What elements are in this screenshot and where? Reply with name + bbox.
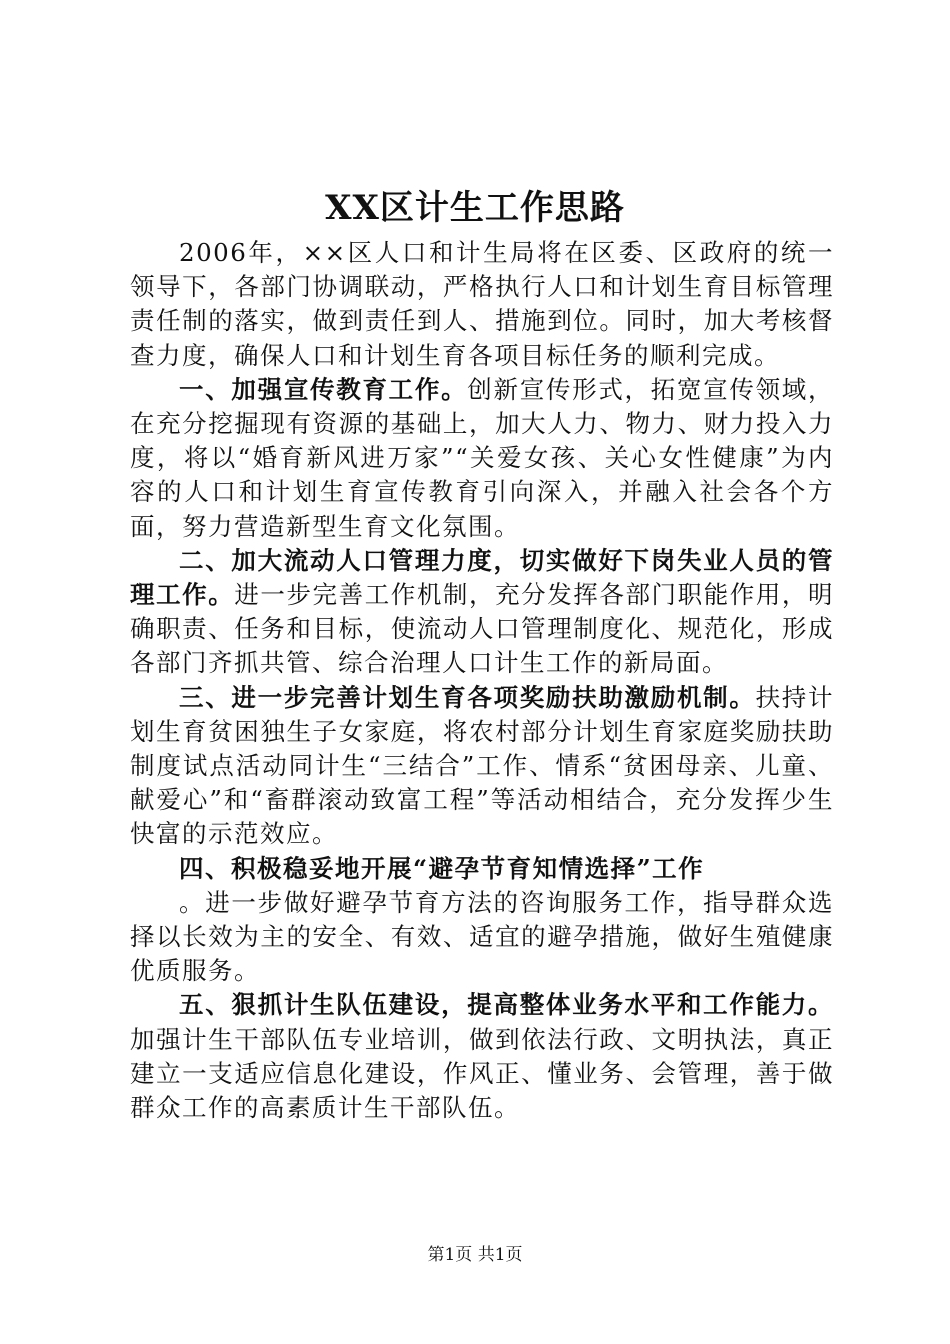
- paragraph-text: 扶持计划生育贫困独生子女家庭，将农村部分计划生育家庭奖励扶助制度试点活动同计生“三结合”工作、情系“贫困母亲、儿童、献爱心”和“畜群滚动致富工程”等活动相结合，充分发挥少生快富的示范效应。: [130, 682, 835, 849]
- section-heading: 五、狠抓计生队伍建设，提高整体业务水平和工作能力。: [179, 990, 834, 1020]
- document-body: [130, 236, 834, 1125]
- paragraph-text: 加强计生干部队伍专业培训，做到依法行政、文明执法，真正建立一支适应信息化建设，作风正、懂业务、会管理，善于做群众工作的高素质计生干部队伍。: [130, 1024, 834, 1123]
- paragraph-text: 创新宣传形式，拓宽宣传领域，在充分挖掘现有资源的基础上，加大人力、物力、财力投入力度，将以“婚育新风进万家”“关爱女孩、关心女性健康”为内容的人口和计划生育宣传教育引向深入，并融入社会各个方面，努力营造新型生育文化氛围。: [130, 374, 835, 541]
- page-number: 第1页: [427, 1245, 473, 1265]
- section-heading: 一、加强宣传教育工作。: [179, 374, 468, 404]
- paragraph-section-4-heading: [130, 852, 834, 886]
- document-title: XX区计生工作思路: [325, 188, 625, 228]
- paragraph-section-5: [130, 988, 834, 1125]
- paragraph-section-1: [130, 373, 834, 544]
- paragraph-text: 。进一步做好避孕节育方法的咨询服务工作，指导群众选择以长效为主的安全、有效、适宜的避孕措施，做好生殖健康优质服务。: [130, 887, 834, 986]
- paragraph-intro: [130, 236, 834, 373]
- paragraph-text: 进一步完善工作机制，充分发挥各部门职能作用，明确职责、任务和目标，使流动人口管理制度化、规范化，形成各部门齐抓共管、综合治理人口计生工作的新局面。: [130, 580, 835, 678]
- paragraph-section-3: [130, 681, 834, 852]
- page-total: 共1页: [477, 1245, 523, 1265]
- section-heading: 二、加大流动人口管理力度，切实做好下岗失业人员的管理工作。: [130, 545, 834, 610]
- paragraph-section-2: [130, 544, 834, 681]
- paragraph-section-4-body: [130, 886, 834, 989]
- page-footer: [0, 1244, 950, 1266]
- section-heading: 四、积极稳妥地开展“避孕节育知情选择”工作: [179, 853, 705, 883]
- paragraph-text: 2006年，××区人口和计生局将在区委、区政府的统一领导下，各部门协调联动，严格执行人口和计划生育目标管理责任制的落实，做到责任到人、措施到位。同时，加大考核督查力度，确保人口和计划生育各项目标任务的顺利完成。: [130, 238, 834, 370]
- section-heading: 三、进一步完善计划生育各项奖励扶助激励机制。: [179, 682, 756, 712]
